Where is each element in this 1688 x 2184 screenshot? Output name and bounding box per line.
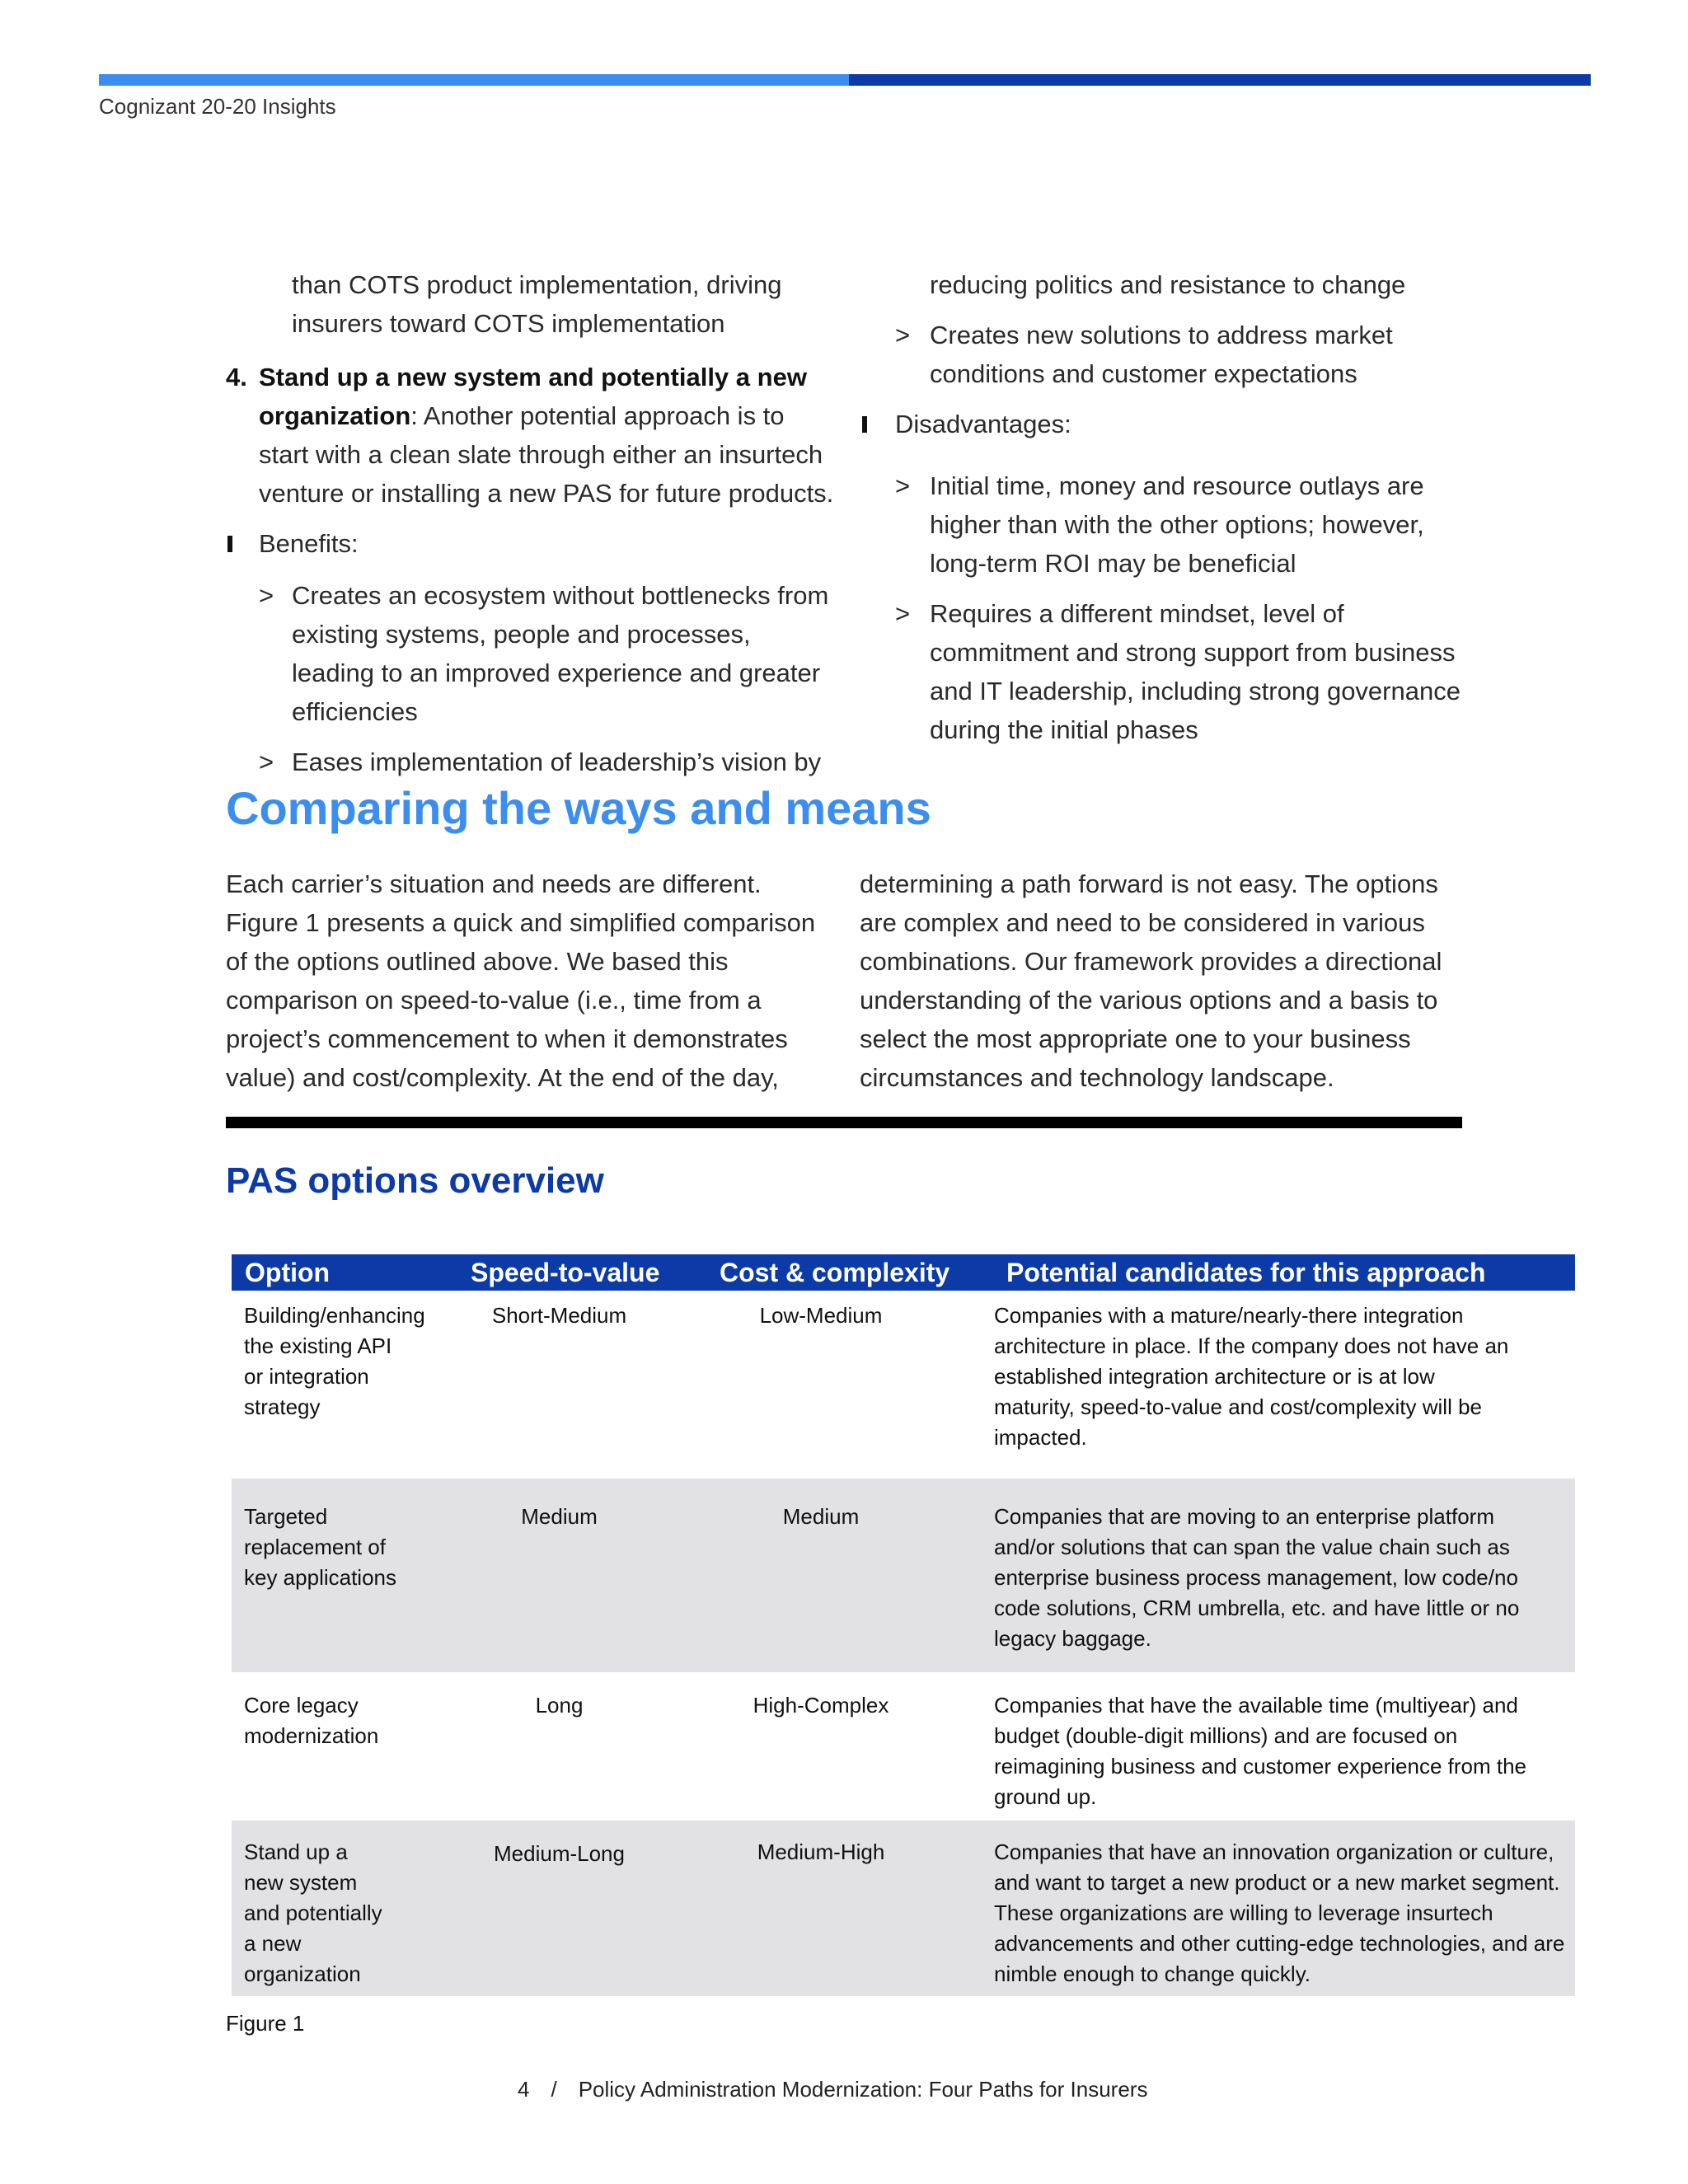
chevron-right-icon: > [895, 321, 911, 349]
continuation-text: reducing politics and resistance to change [930, 270, 1406, 299]
list-item [857, 316, 1467, 393]
item-text: : Another potential approach is to start with a clean slate through either an insurtech venture or installing a new PAS for future products. [259, 401, 834, 508]
table-row [232, 1479, 1575, 1672]
left-column [226, 265, 836, 793]
list-item [857, 466, 1467, 583]
accent-bar-dark-segment [849, 74, 1591, 86]
bullet-bar-icon [862, 416, 867, 433]
chevron-right-icon: > [895, 471, 911, 500]
document-title: Policy Administration Modernization: Four Paths for Insurers [578, 2077, 1148, 2102]
cell-candidates: Companies with a mature/nearly-there integration architecture in place. If the company does not have an established integration architecture or is at low maturity, speed-to-value and cost/complexity will be impacted. [994, 1303, 1509, 1450]
cell-candidates: Companies that have an innovation organization or culture, and want to target a new product or a new market segment. These organizations are willing to leverage insurtech advancements and other cutting-edge technologies, and are nimble enough to change quickly. [994, 1840, 1565, 1986]
cell-option: Building/enhancing the existing API or integration strategy [244, 1303, 425, 1419]
continuation-text [226, 265, 836, 343]
numbered-item-4 [226, 358, 836, 513]
item-number: 4. [226, 363, 247, 391]
list-item-text: Creates new solutions to address market conditions and customer expectations [930, 321, 1393, 388]
cell-speed: Long [535, 1693, 584, 1718]
chevron-right-icon: > [259, 581, 274, 610]
benefits-bullet [226, 524, 836, 563]
benefits-label: Benefits: [259, 529, 359, 558]
list-item [857, 594, 1467, 749]
cell-speed: Medium-Long [494, 1841, 625, 1866]
table-row [232, 1821, 1575, 1996]
list-item-text: Requires a different mindset, level of commitment and strong support from business and IT leadership, including strong governance during the initial phases [930, 599, 1461, 744]
cell-speed: Short-Medium [491, 1303, 627, 1328]
figure-label: Figure 1 [226, 2011, 305, 2036]
cell-cost: Low-Medium [759, 1303, 883, 1328]
continuation-line: insurers toward COTS implementation [292, 309, 725, 338]
column-header-candidates: Potential candidates for this approach [1006, 1257, 1486, 1287]
figure-title: PAS options overview [226, 1160, 604, 1201]
column-header-option: Option [245, 1257, 331, 1287]
section-divider [226, 1117, 1462, 1128]
list-item [226, 743, 836, 781]
footer-separator: / [551, 2077, 557, 2102]
cell-option: Targeted replacement of key applications [244, 1504, 396, 1590]
item-title: Stand up a new system and potentially a new organization [259, 363, 807, 430]
intro-paragraph-right: determining a path forward is not easy. The options are complex and need to be considered in various combinations. Our framework provides a directional understanding of the various options and a basis to select the most appropriate one to your business circumstances and technology landscape. [860, 869, 1442, 1092]
right-column [857, 265, 1467, 761]
chevron-right-icon: > [259, 748, 274, 776]
continuation-line: than COTS product implementation, driving [292, 270, 782, 299]
page-number: 4 [518, 2077, 530, 2102]
accent-bar-light-segment [99, 74, 849, 86]
options-table [232, 1254, 1575, 1996]
bullet-bar-icon [227, 536, 232, 552]
chevron-right-icon: > [895, 599, 911, 628]
table-row [232, 1291, 1575, 1479]
header-accent-bar [99, 74, 1591, 86]
header-brand: Cognizant 20-20 Insights [99, 94, 336, 119]
disadvantages-label: Disadvantages: [895, 410, 1071, 438]
page-footer [518, 2077, 1147, 2102]
section-heading: Comparing the ways and means [226, 782, 931, 834]
cell-candidates: Companies that have the available time (multiyear) and budget (double-digit millions) and are focused on reimagining business and customer experience from the ground up. [994, 1693, 1527, 1809]
cell-cost: Medium-High [757, 1840, 885, 1864]
cell-option: Core legacy modernization [244, 1693, 379, 1748]
column-header-cost: Cost & complexity [720, 1257, 950, 1287]
list-item-text: Eases implementation of leadership’s vision by [292, 748, 822, 776]
cell-candidates: Companies that are moving to an enterprise platform and/or solutions that can span the value chain such as enterprise business process management, low code/no code solutions, CRM umbrella, etc. and have little or no legacy baggage. [994, 1504, 1520, 1651]
cell-speed: Medium [521, 1504, 598, 1529]
list-item-text: Initial time, money and resource outlays are higher than with the other options; however, long-term ROI may be beneficial [930, 471, 1424, 578]
intro-paragraph-left: Each carrier’s situation and needs are different. Figure 1 presents a quick and simplified comparison of the options outlined above. We based this comparison on speed-to-value (i.e., time from a project’s commencement to when it demonstrates value) and cost/complexity. At the end of the day, [226, 869, 816, 1092]
list-item [226, 576, 836, 731]
table-row [232, 1672, 1575, 1821]
table-header [232, 1254, 1575, 1291]
cell-option: Stand up a new system and potentially a new organization [244, 1840, 382, 1986]
cell-cost: Medium [782, 1504, 860, 1529]
column-header-speed: Speed-to-value [471, 1257, 660, 1287]
cell-cost: High-Complex [753, 1693, 889, 1718]
list-item-text: Creates an ecosystem without bottlenecks from existing systems, people and processes, leading to an improved experience and greater efficiencies [292, 581, 829, 726]
disadvantages-bullet [857, 405, 1467, 443]
